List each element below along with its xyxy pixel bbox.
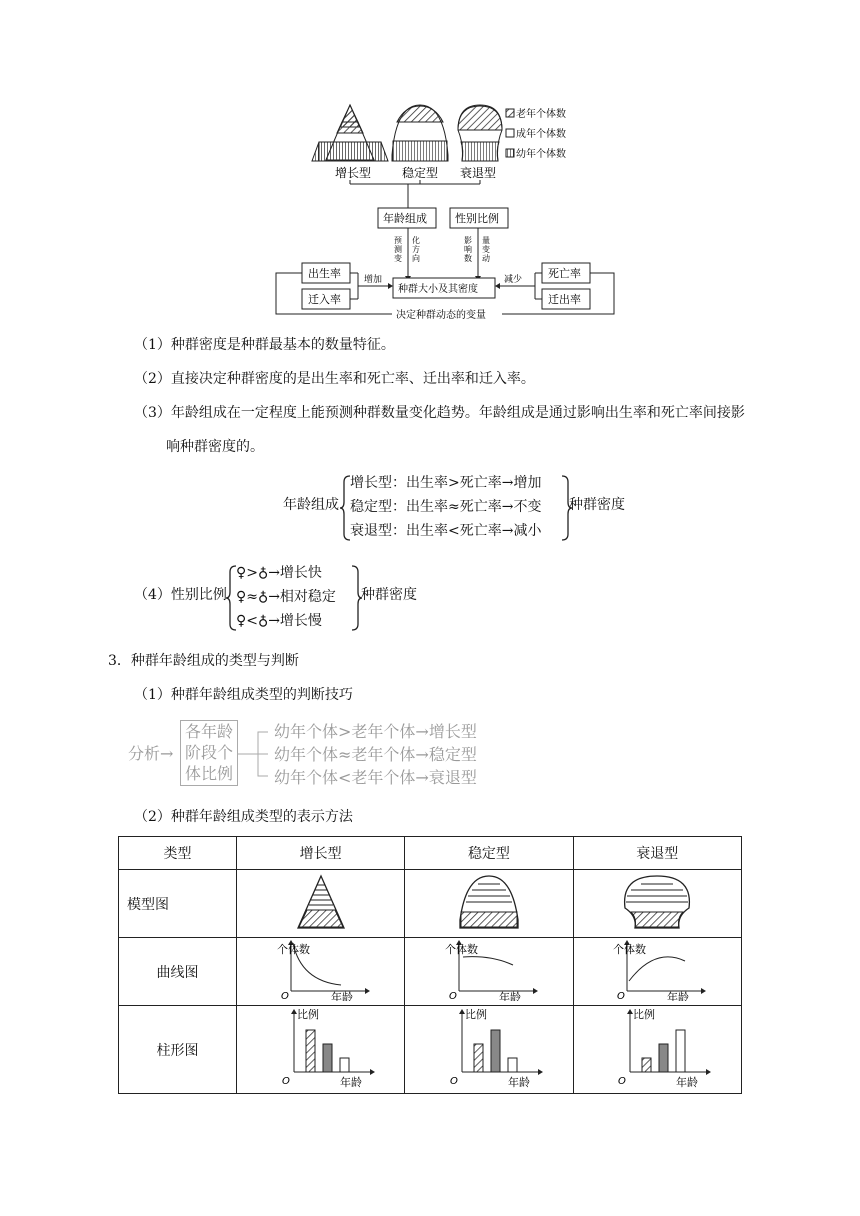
- row-label-curve: 曲线图: [119, 938, 237, 1006]
- population-factors-diagram: [270, 100, 620, 325]
- growth-bar-chart: [266, 1008, 376, 1088]
- judge-row-decline: 幼年个体<老年个体→衰退型: [274, 768, 477, 787]
- age-row-growth: 增长型：出生率>死亡率→增加: [350, 475, 542, 491]
- curve-origin: O: [280, 990, 289, 1001]
- curve-growth-cell: [236, 938, 404, 1006]
- bar-origin: O: [618, 1075, 627, 1087]
- stable-bar-chart: [434, 1008, 544, 1088]
- bar-成年: [323, 1044, 332, 1072]
- point-2: （2）直接决定种群密度的是出生率和死亡率、迁出率和迁入率。: [134, 371, 535, 387]
- curve-xlabel: 年龄: [330, 990, 353, 1001]
- legend-adult: 成年个体数: [516, 129, 566, 140]
- age-row-decline: 衰退型：出生率<死亡率→减小: [350, 523, 542, 539]
- table-row: [119, 837, 742, 870]
- section-3-sub1: （1）种群年龄组成类型的判断技巧: [134, 687, 353, 703]
- decline-bar-chart: [602, 1008, 712, 1088]
- svg-text:向: 向: [412, 254, 420, 263]
- section-3-heading: 3．种群年龄组成的类型与判断: [108, 653, 299, 669]
- table-header: 稳定型: [405, 837, 573, 870]
- age-composition-box: 年龄组成: [383, 212, 427, 225]
- judge-box-line: 体比例: [184, 764, 233, 783]
- center-box: 种群大小及其密度: [398, 284, 478, 295]
- judge-bracket: [238, 728, 274, 780]
- bar-老年: [508, 1058, 517, 1072]
- model-decline-cell: [573, 870, 741, 938]
- sex-ratio-box: 性别比例: [455, 212, 499, 225]
- point-3b: 响种群密度的。: [166, 439, 264, 455]
- bar-幼年: [306, 1030, 315, 1072]
- curve-xlabel: 年龄: [498, 990, 521, 1001]
- curve-decline-cell: [573, 938, 741, 1006]
- svg-text:变: 变: [394, 254, 402, 263]
- svg-text:预: 预: [394, 236, 402, 245]
- svg-text:动: 动: [482, 254, 490, 263]
- point-3a: （3）年龄组成在一定程度上能预测种群数量变化趋势。年龄组成是通过影响出生率和死亡率间接影: [134, 405, 745, 421]
- svg-text:响: 响: [464, 245, 472, 254]
- age-row-stable: 稳定型：出生率≈死亡率→不变: [350, 499, 542, 515]
- stable-bell-icon: [454, 872, 524, 932]
- svg-text:变: 变: [482, 245, 490, 254]
- growth-pyramid-icon: [312, 105, 388, 162]
- table-header: 类型: [119, 837, 237, 870]
- bar-成年: [659, 1044, 668, 1072]
- stable-bell-icon: [392, 105, 448, 161]
- bar-ylabel: 比例: [633, 1007, 656, 1021]
- decline-curve-chart: [607, 939, 707, 1001]
- judge-analyze: 分析→: [128, 744, 174, 763]
- bar-xlabel: 年龄: [339, 1075, 362, 1088]
- judge-box: [180, 720, 238, 786]
- x-axis-arrow-icon: [538, 1069, 543, 1075]
- svg-text:化: 化: [412, 236, 420, 245]
- legend-old: 老年个体数: [516, 109, 566, 120]
- sex-brace-right: 种群密度: [361, 587, 417, 603]
- bar-ylabel: 比例: [464, 1007, 487, 1021]
- emigration-rate-box: 迁出率: [548, 293, 581, 306]
- bar-growth-cell: [236, 1006, 404, 1094]
- judge-row-growth: 幼年个体>老年个体→增长型: [274, 722, 477, 741]
- bar-幼年: [642, 1058, 651, 1072]
- sex-row-slow: ♀<♁→增长慢: [236, 613, 322, 629]
- bar-幼年: [474, 1044, 483, 1072]
- curve-ylabel: 个体数: [613, 942, 647, 956]
- table-header: 增长型: [236, 837, 404, 870]
- stable-label: 稳定型: [402, 166, 439, 180]
- death-rate-box: 死亡率: [548, 267, 581, 280]
- judge-box-line: 各年龄: [184, 722, 233, 741]
- model-growth-cell: [236, 870, 404, 938]
- judge-row-stable: 幼年个体≈老年个体→稳定型: [274, 745, 477, 764]
- table-row: [119, 1006, 742, 1094]
- model-stable-cell: [405, 870, 573, 938]
- svg-text:测: 测: [394, 245, 402, 254]
- row-label-model: 模型图: [119, 870, 237, 938]
- bar-origin: O: [281, 1075, 290, 1087]
- bar-stable-cell: [405, 1006, 573, 1094]
- bar-origin: O: [449, 1075, 458, 1087]
- svg-text:影: 影: [464, 236, 472, 245]
- decline-label: 衰退型: [460, 166, 497, 180]
- stable-curve-chart: [439, 939, 539, 1001]
- x-axis-arrow-icon: [706, 1069, 711, 1075]
- svg-text:量: 量: [482, 236, 490, 245]
- increase-label: 增加: [364, 275, 383, 285]
- bar-xlabel: 年龄: [507, 1075, 530, 1088]
- bottom-label: 决定种群动态的变量: [396, 310, 486, 321]
- point-1: （1）种群密度是种群最基本的数量特征。: [134, 337, 395, 353]
- types-table: [118, 836, 742, 1094]
- age-brace-right: 种群密度: [569, 497, 625, 513]
- age-brace-left: 年龄组成: [283, 497, 339, 513]
- growth-curve-chart: [271, 939, 371, 1001]
- table-header: 衰退型: [573, 837, 741, 870]
- section-3-sub2: （2）种群年龄组成类型的表示方法: [134, 809, 353, 825]
- row-label-bar: 柱形图: [119, 1006, 237, 1094]
- bar-老年: [676, 1030, 685, 1072]
- growth-pyramid-icon: [286, 872, 356, 932]
- sex-row-stable: ♀≈♁→相对稳定: [236, 589, 336, 605]
- sex-row-fast: ♀>♁→增长快: [236, 565, 322, 581]
- bar-老年: [340, 1058, 349, 1072]
- curve-ylabel: 个体数: [276, 942, 310, 956]
- bar-xlabel: 年龄: [676, 1075, 699, 1088]
- growth-label: 增长型: [335, 166, 372, 180]
- svg-text:方: 方: [412, 245, 420, 254]
- table-row: [119, 870, 742, 938]
- decline-urn-icon: [458, 105, 502, 161]
- bar-decline-cell: [573, 1006, 741, 1094]
- birth-rate-box: 出生率: [308, 267, 341, 280]
- sex-brace-label: （4）性别比例: [134, 587, 227, 603]
- table-row: [119, 938, 742, 1006]
- legend-young: 幼年个体数: [516, 149, 566, 160]
- immigration-rate-box: 迁入率: [308, 293, 341, 306]
- bar-成年: [491, 1030, 500, 1072]
- curve-stable-cell: [405, 938, 573, 1006]
- curve-ylabel: 个体数: [444, 942, 478, 956]
- judge-box-line: 阶段个: [184, 743, 233, 762]
- bar-ylabel: 比例: [296, 1007, 319, 1021]
- x-axis-arrow-icon: [370, 1069, 375, 1075]
- curve-xlabel: 年龄: [667, 990, 690, 1001]
- decrease-label: 减少: [504, 275, 523, 285]
- curve-origin: O: [448, 990, 457, 1001]
- decline-urn-icon: [619, 872, 695, 932]
- curve-origin: O: [617, 990, 626, 1001]
- svg-text:数: 数: [464, 254, 472, 263]
